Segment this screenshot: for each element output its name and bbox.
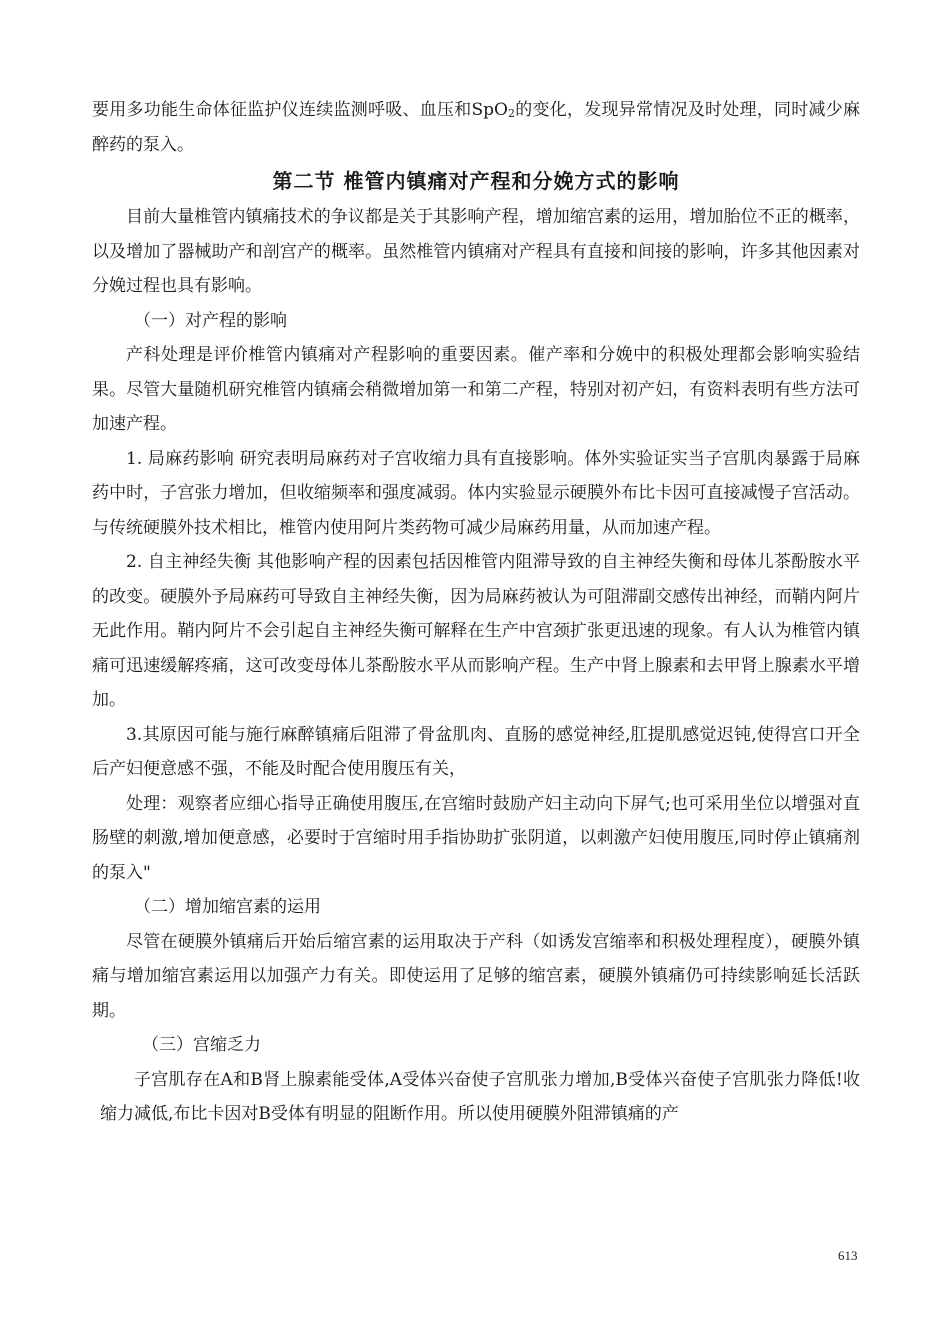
intro-text-a: 要用多功能生命体征监护仪连续监测呼吸、血压和SpO: [92, 100, 508, 120]
intro-paragraph: [92, 93, 860, 162]
paragraph-7: 尽管在硬膜外镇痛后开始后缩宫素的运用取决于产科（如诱发宫缩率和积极处理程度），硬膜外镇痛与增加缩宫素运用以加强产力有关。即使运用了足够的缩宫素，硬膜外镇痛仍可持续影响延长活跃期。: [92, 931, 860, 1021]
subheading-2: （二）增加缩宫素的运用: [134, 897, 321, 917]
paragraph-3: 1. 局麻药影响 研究表明局麻药对子宫收缩力具有直接影响。体外实验证实当子宫肌肉暴露于局麻药中时，子宫张力增加，但收缩频率和强度减弱。体内实验显示硬膜外布比卡因可直接减慢子宫活动。与传统硬膜外技术相比，椎管内使用阿片类药物可减少局麻药用量，从而加速产程。: [92, 448, 860, 538]
page-number: 613: [838, 1248, 858, 1263]
paragraph-4: 2. 自主神经失衡 其他影响产程的因素包括因椎管内阻滞导致的自主神经失衡和母体儿茶酚胺水平的改变。硬膜外予局麻药可导致自主神经失衡，因为局麻药被认为可阻滞副交感传出神经，而鞘内阿片无此作用。鞘内阿片不会引起自主神经失衡可解释在生产中宫颈扩张更迅速的现象。有人认为椎管内镇痛可迅速缓解疼痛，这可改变母体儿茶酚胺水平从而影响产程。生产中肾上腺素和去甲肾上腺素水平增加。: [92, 552, 860, 710]
subheading-3: （三）宫缩乏力: [142, 1035, 261, 1055]
paragraph-6: 处理：观察者应细心指导正确使用腹压,在宫缩时鼓励产妇主动向下屏气;也可采用坐位以增强对直肠壁的刺激,增加便意感，必要时于宫缩时用手指协助扩张阴道，以刺激产妇使用腹压,同时停止镇痛剂的泵入": [92, 793, 860, 883]
paragraph-8: 子宫肌存在A和B肾上腺素能受体,A受体兴奋使子宫肌张力增加,B受体兴奋使子宫肌张力降低!收缩力减低,布比卡因对B受体有明显的阻断作用。所以使用硬膜外阻滞镇痛的产: [100, 1069, 860, 1124]
paragraph-2: 产科处理是评价椎管内镇痛对产程影响的重要因素。催产率和分娩中的积极处理都会影响实验结果。尽管大量随机研究椎管内镇痛会稍微增加第一和第二产程，特别对初产妇，有资料表明有些方法可加速产程。: [92, 345, 860, 434]
section-title: 第二节 椎管内镇痛对产程和分娩方式的影响: [272, 169, 680, 193]
paragraph-1: 目前大量椎管内镇痛技术的争议都是关于其影响产程，增加缩宫素的运用，增加胎位不正的概率，以及增加了器械助产和剖宫产的概率。虽然椎管内镇痛对产程具有直接和间接的影响，许多其他因素对分娩过程也具有影响。: [92, 207, 860, 296]
subscript-2: 2: [507, 107, 515, 120]
page-content: [92, 93, 860, 1132]
subheading-1: （一）对产程的影响: [134, 310, 287, 331]
paragraph-5: 3.其原因可能与施行麻醉镇痛后阻滞了骨盆肌肉、直肠的感觉神经,肛提肌感觉迟钝,使得宫口开全后产妇便意感不强，不能及时配合使用腹压有关，: [92, 724, 860, 779]
intro-text-b: 的变化，发现异常情况及时处理，同时减少麻醉药的泵入。: [92, 100, 860, 155]
